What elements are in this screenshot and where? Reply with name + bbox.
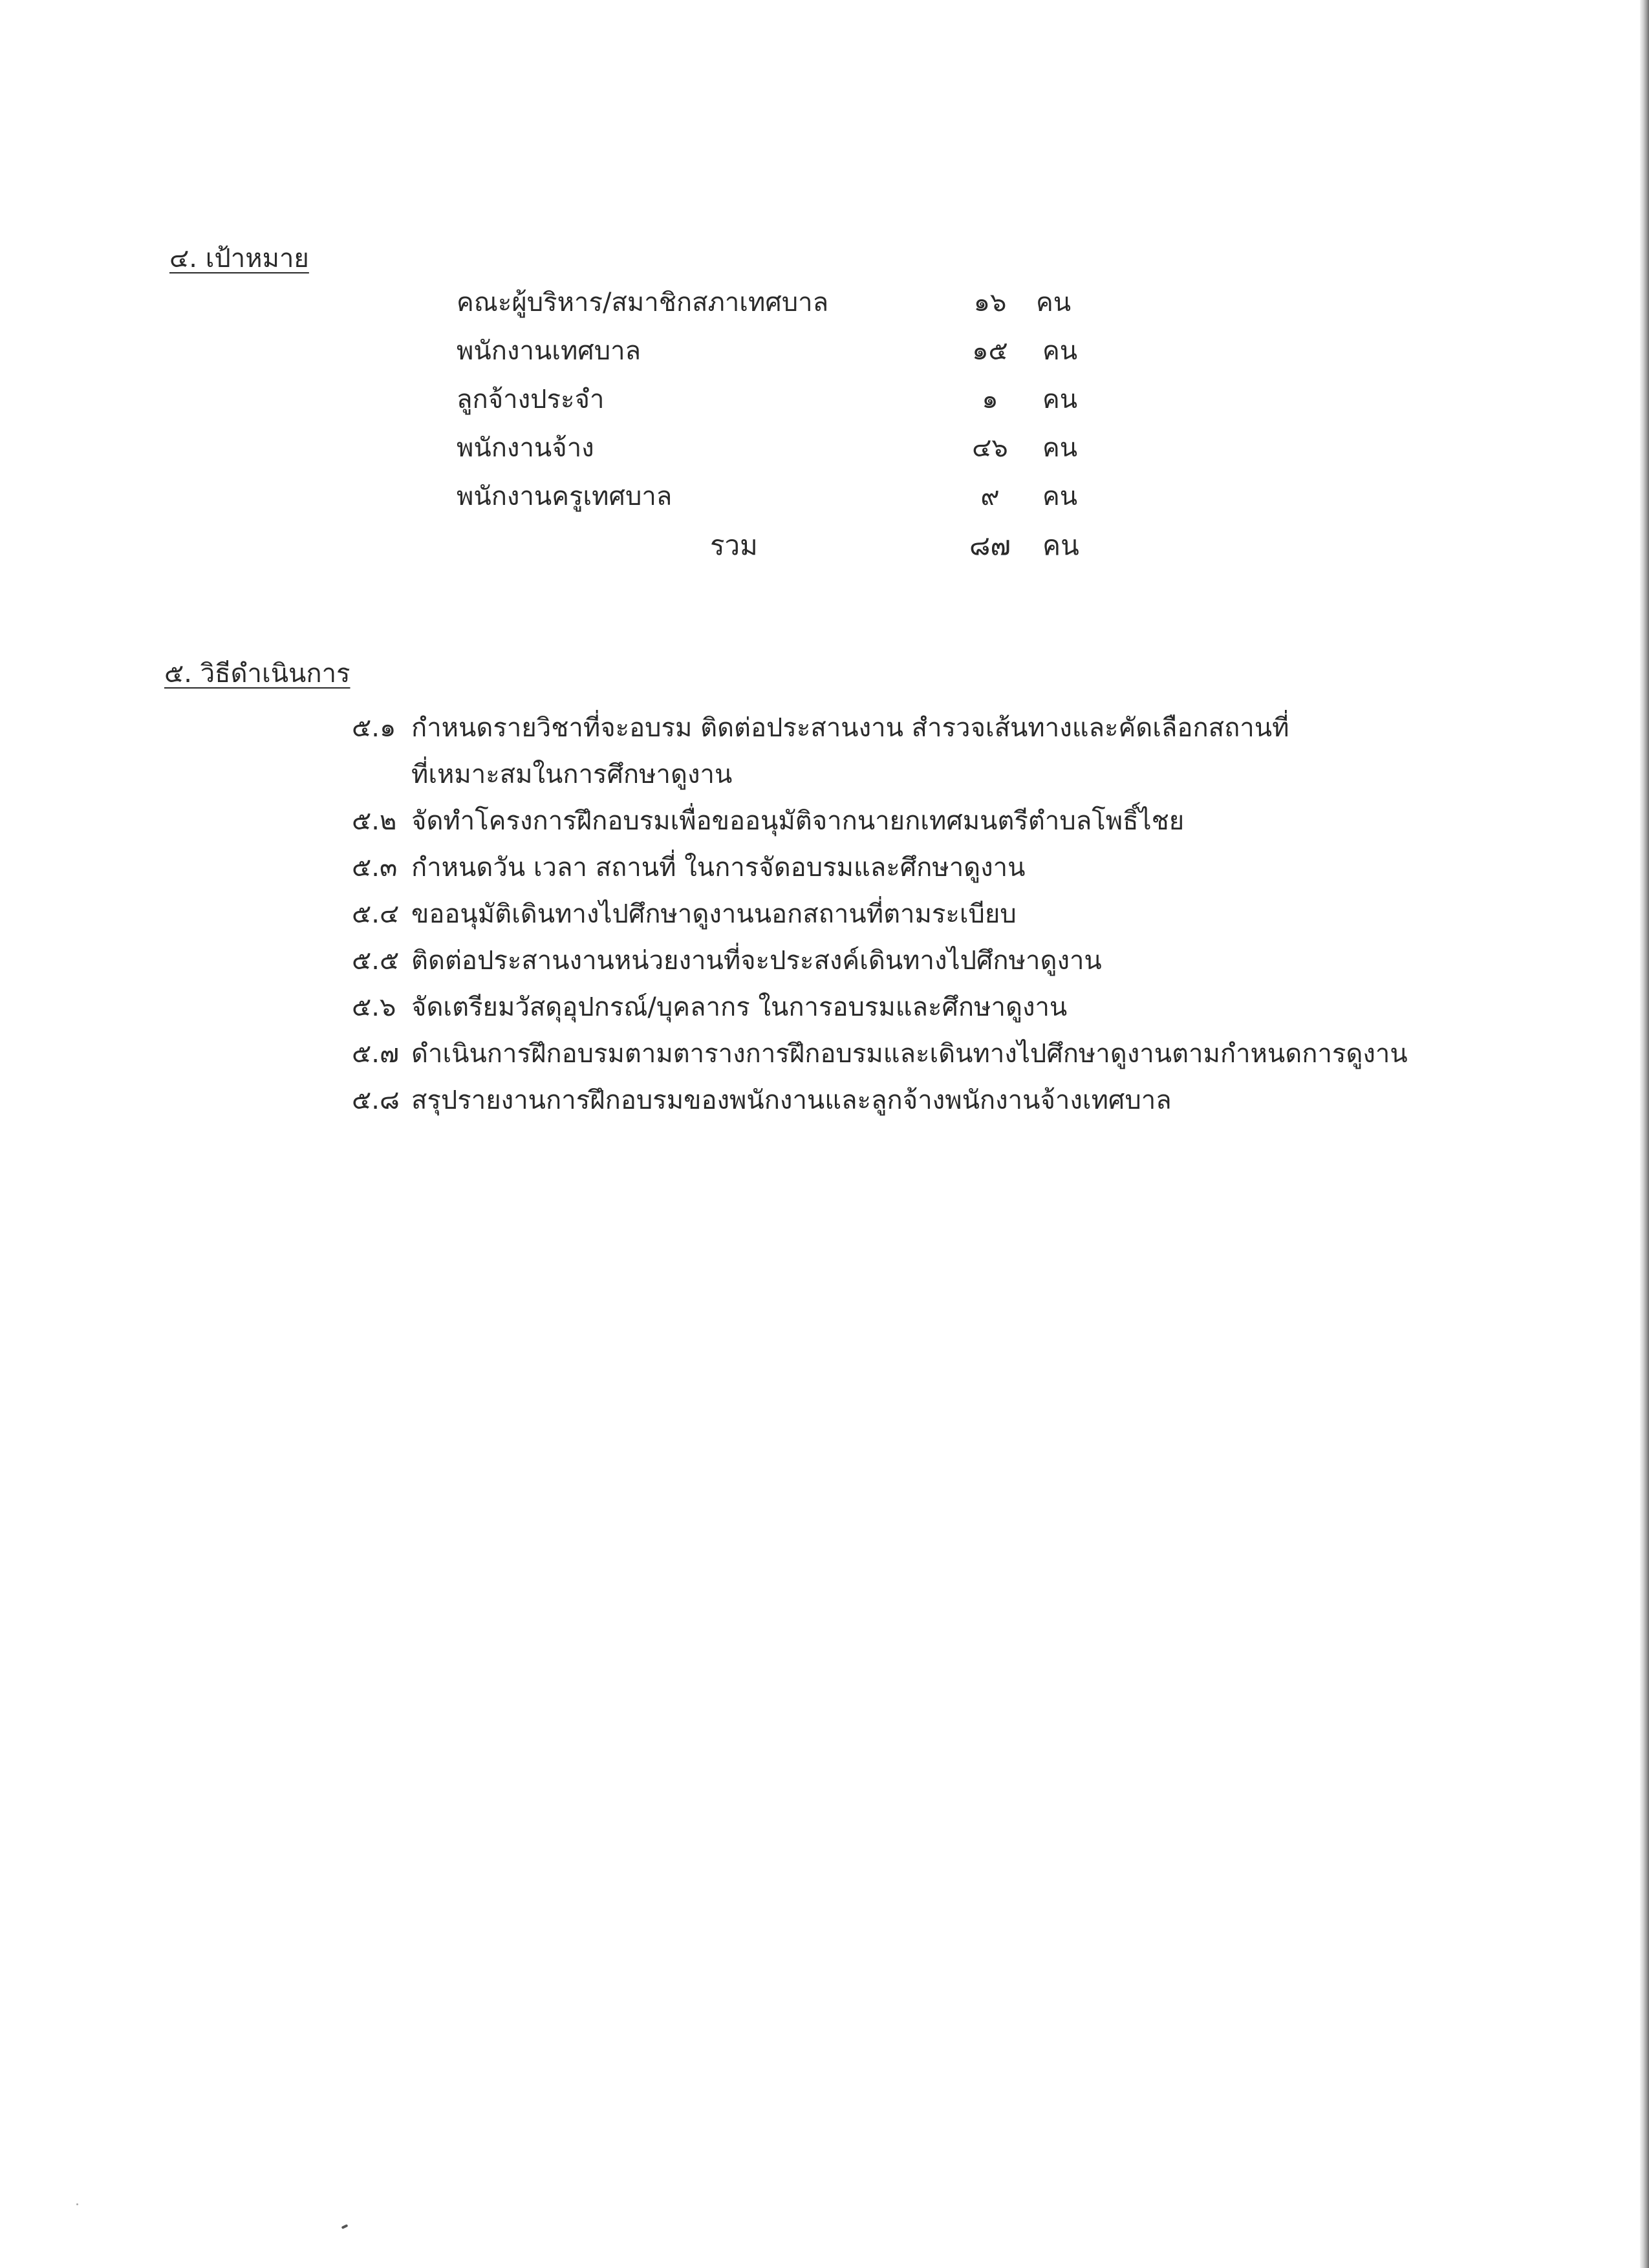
method-number: ๕.๗: [352, 1039, 400, 1069]
method-item-5-1: [352, 705, 1451, 798]
method-item-5-7: [352, 1031, 1451, 1077]
target-label: คณะผู้บริหาร/สมาชิกสภาเทศบาล: [457, 288, 829, 317]
total-label: รวม: [710, 530, 758, 561]
target-count: ๑: [982, 385, 998, 414]
method-text: ขออนุมัติเดินทางไปศึกษาดูงานนอกสถานที่ตามระเบียบ: [411, 899, 1017, 929]
total-unit: คน: [1042, 530, 1079, 561]
target-unit: คน: [1036, 288, 1072, 317]
target-label: พนักงานเทศบาล: [457, 336, 641, 366]
target-label: พนักงานครูเทศบาล: [457, 482, 673, 511]
method-number: ๕.๔: [352, 899, 400, 929]
method-text: จัดทำโครงการฝึกอบรมเพื่อขออนุมัติจากนายกเทศมนตรีตำบลโพธิ์ไชย: [411, 806, 1185, 836]
method-item-5-6: [352, 984, 1451, 1031]
scan-page-edge: [1640, 0, 1649, 2268]
method-text: สรุปรายงานการฝึกอบรมของพนักงานและลูกจ้างพนักงานจ้างเทศบาล: [411, 1086, 1172, 1115]
scan-speck-small: [76, 2203, 78, 2205]
method-item-5-2: [352, 798, 1451, 844]
method-item-5-8: [352, 1077, 1451, 1124]
target-row-contract-employees: [457, 435, 1103, 484]
target-table: [457, 290, 1103, 581]
method-number: ๕.๕: [352, 946, 400, 976]
target-count: ๑๕: [972, 336, 1008, 366]
section-4-heading: ๔. เป้าหมาย: [169, 244, 309, 273]
method-number: ๕.๖: [352, 992, 396, 1022]
target-row-municipal-teachers: [457, 484, 1103, 532]
method-text: กำหนดวัน เวลา สถานที่ ในการจัดอบรมและศึกษาดูงาน: [411, 853, 1026, 883]
method-list: [352, 705, 1451, 1124]
method-item-5-3: [352, 844, 1451, 891]
target-unit: คน: [1042, 482, 1078, 511]
target-row-executives: [457, 290, 1103, 338]
method-text-continuation: ที่เหมาะสมในการศึกษาดูงาน: [411, 760, 733, 789]
section-5-heading: ๕. วิธีดำเนินการ: [164, 659, 350, 689]
method-text: ดำเนินการฝึกอบรมตามตารางการฝึกอบรมและเดินทางไปศึกษาดูงานตามกำหนดการดูงาน: [411, 1039, 1408, 1069]
method-number: ๕.๓: [352, 853, 398, 883]
target-row-municipal-staff: [457, 338, 1103, 387]
target-count: ๑๖: [973, 288, 1007, 317]
method-number: ๕.๑: [352, 713, 396, 743]
target-row-total: [457, 532, 1103, 581]
target-unit: คน: [1042, 336, 1078, 366]
target-unit: คน: [1042, 385, 1078, 414]
total-count: ๘๗: [969, 530, 1011, 561]
target-label: พนักงานจ้าง: [457, 433, 594, 463]
target-unit: คน: [1042, 433, 1078, 463]
target-count: ๔๖: [972, 433, 1008, 463]
target-count: ๙: [980, 482, 1000, 511]
target-row-permanent-employees: [457, 387, 1103, 435]
method-text: กำหนดรายวิชาที่จะอบรม ติดต่อประสานงาน สำรวจเส้นทางและคัดเลือกสถานที่: [411, 713, 1289, 743]
scan-speck: [341, 2224, 349, 2229]
method-item-5-4: [352, 891, 1451, 937]
method-number: ๕.๒: [352, 806, 397, 836]
method-item-5-5: [352, 937, 1451, 984]
target-label: ลูกจ้างประจำ: [457, 385, 605, 414]
method-text: จัดเตรียมวัสดุอุปกรณ์/บุคลากร ในการอบรมและศึกษาดูงาน: [411, 992, 1068, 1022]
method-text: ติดต่อประสานงานหน่วยงานที่จะประสงค์เดินทางไปศึกษาดูงาน: [411, 946, 1102, 976]
method-number: ๕.๘: [352, 1086, 400, 1115]
